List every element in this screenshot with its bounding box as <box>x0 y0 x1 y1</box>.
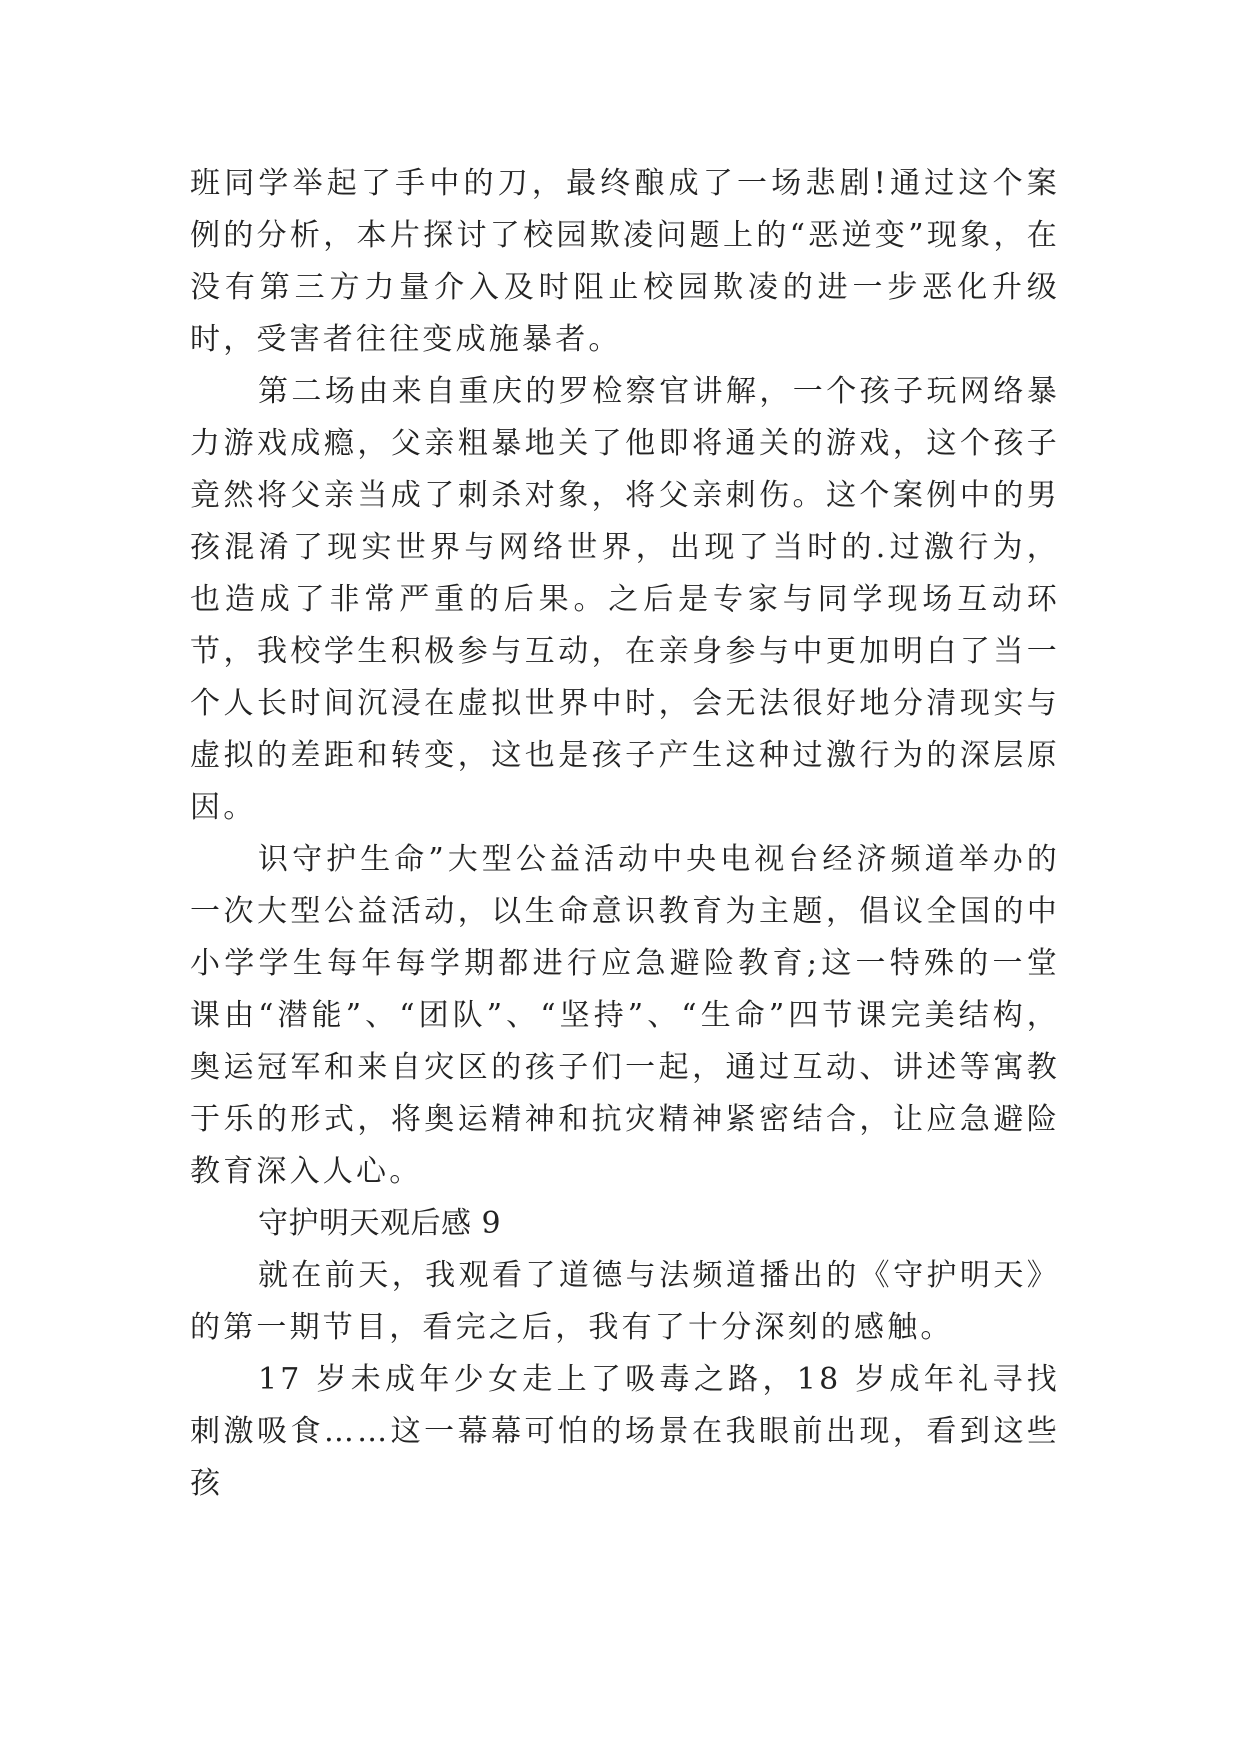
document-body <box>190 158 1060 1510</box>
paragraph-bullying-case: 班同学举起了手中的刀，最终酿成了一场悲剧!通过这个案例的分析，本片探讨了校园欺凌问题上的“恶逆变”现象，在没有第三方力量介入及时阻止校园欺凌的进一步恶化升级时，受害者往往变成施暴者。 <box>190 166 1060 357</box>
paragraph-drug-story: 17 岁未成年少女走上了吸毒之路，18 岁成年礼寻找刺激吸食……这一幕幕可怕的场景在我眼前出现，看到这些孩 <box>190 1362 1060 1501</box>
section-heading: 守护明天观后感 9 <box>258 1206 502 1241</box>
paragraph-program-intro: 就在前天，我观看了道德与法频道播出的《守护明天》的第一期节目，看完之后，我有了十分深刻的感触。 <box>190 1258 1060 1345</box>
paragraph-public-welfare: 识守护生命”大型公益活动中央电视台经济频道举办的一次大型公益活动，以生命意识教育为主题，倡议全国的中小学学生每年每学期都进行应急避险教育;这一特殊的一堂课由“潜能”、“团队”、“坚持”、“生命”四节课完美结构，奥运冠军和来自灾区的孩子们一起，通过互动、讲述等寓教于乐的形式，将奥运精神和抗灾精神紧密结合，让应急避险教育深入人心。 <box>190 842 1060 1189</box>
paragraph-second-session: 第二场由来自重庆的罗检察官讲解，一个孩子玩网络暴力游戏成瘾，父亲粗暴地关了他即将通关的游戏，这个孩子竟然将父亲当成了刺杀对象，将父亲刺伤。这个案例中的男孩混淆了现实世界与网络世界，出现了当时的.过激行为，也造成了非常严重的后果。之后是专家与同学现场互动环节，我校学生积极参与互动，在亲身参与中更加明白了当一个人长时间沉浸在虚拟世界中时，会无法很好地分清现实与虚拟的差距和转变，这也是孩子产生这种过激行为的深层原因。 <box>190 374 1060 825</box>
